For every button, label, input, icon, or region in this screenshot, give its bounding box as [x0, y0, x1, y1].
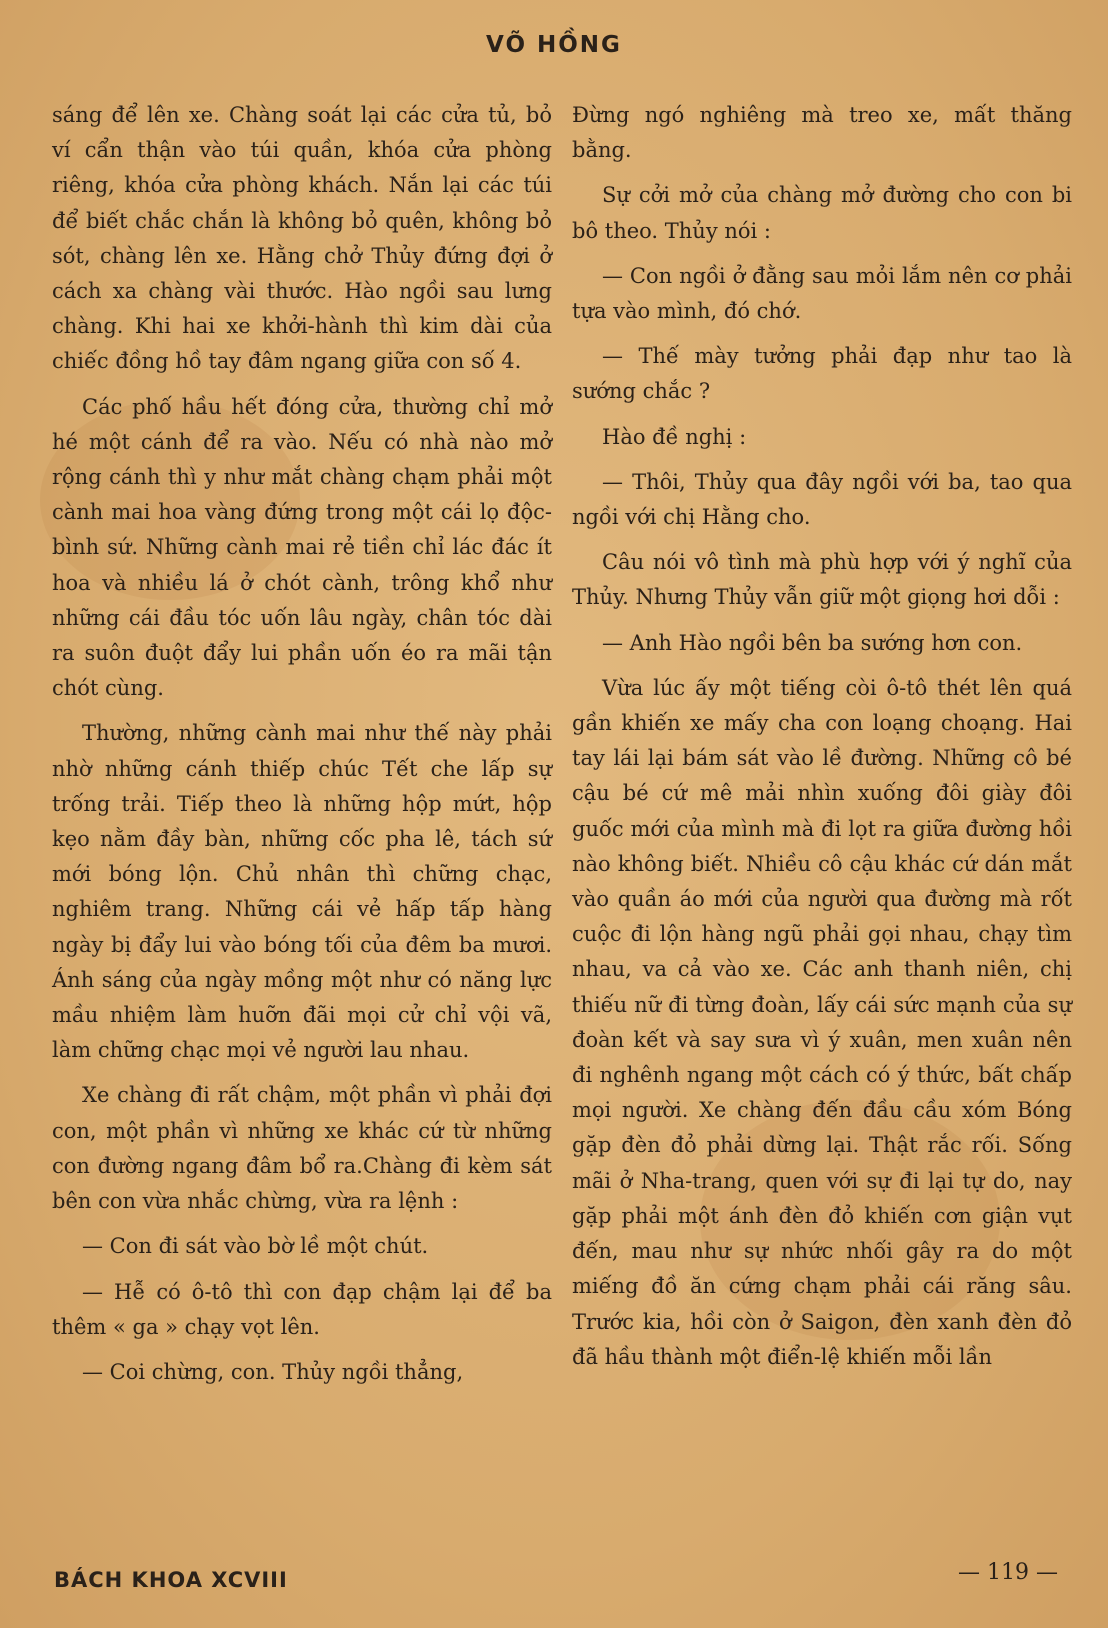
paragraph: — Con đi sát vào bờ lề một chút. — [82, 1234, 429, 1259]
paragraph: Đừng ngó nghiêng mà treo xe, mất thăng bằng. — [572, 103, 1072, 163]
paragraph: — Hễ có ô-tô thì con đạp chậm lại để ba thêm « ga » chạy vọt lên. — [52, 1279, 552, 1339]
left-text-column — [52, 98, 552, 1390]
paragraph: Thường, những cành mai như thế này phải nhờ những cánh thiếp chúc Tết che lấp sự trống trải. Tiếp theo là những hộp mứt, hộp kẹo nằm đầy bàn, những cốc pha lê, tách sứ mới bóng lộn. Chủ nhân thì chững chạc, nghiêm trang. Những cái vẻ hấp tấp hàng ngày bị đẩy lui vào bóng tối của đêm ba mươi. Ánh sáng của ngày mồng một như có năng lực mầu nhiệm làm huỡn đãi mọi cử chỉ vội vã, làm chững chạc mọi vẻ người lau nhau. — [52, 721, 552, 1063]
right-text-column — [572, 98, 1072, 1375]
journal-footer: BÁCH KHOA XCVIII — [54, 1568, 288, 1592]
running-header-author: VÕ HỒNG — [486, 32, 622, 58]
paragraph: — Anh Hào ngồi bên ba sướng hơn con. — [602, 630, 1023, 655]
paragraph: Hào đề nghị : — [602, 424, 747, 449]
paragraph: Sự cởi mở của chàng mở đường cho con bi bô theo. Thủy nói : — [572, 183, 1072, 243]
paragraph: Câu nói vô tình mà phù hợp với ý nghĩ của Thủy. Nhưng Thủy vẫn giữ một giọng hơi dỗi : — [572, 550, 1072, 610]
paragraph: Các phố hầu hết đóng cửa, thường chỉ mở hé một cánh để ra vào. Nếu có nhà nào mở rộng cánh thì y như mắt chàng chạm phải một cành mai hoa vàng đứng trong một cái lọ độc-bình sứ. Những cành mai rẻ tiền chỉ lác đác ít hoa và nhiều lá ở chót cành, trông khổ như những cái đầu tóc uốn lâu ngày, chân tóc dài ra suôn đuột đẩy lui phần uốn éo ra mãi tận chót cùng. — [52, 394, 552, 701]
paragraph: — Thôi, Thủy qua đây ngồi với ba, tao qua ngồi với chị Hằng cho. — [572, 469, 1072, 530]
page-number: — 119 — — [958, 1560, 1058, 1585]
paragraph: Xe chàng đi rất chậm, một phần vì phải đợi con, một phần vì những xe khác cứ từ những con đường ngang đâm bổ ra.Chàng đi kèm sát bên con vừa nhắc chừng, vừa ra lệnh : — [52, 1083, 552, 1214]
paragraph: — Thế mày tưởng phải đạp như tao là sướng chắc ? — [572, 344, 1072, 404]
paragraph: — Con ngồi ở đằng sau mỏi lắm nên cơ phải tựa vào mình, đó chớ. — [572, 263, 1072, 324]
paragraph: Vừa lúc ấy một tiếng còi ô-tô thét lên quá gần khiến xe mấy cha con loạng choạng. Hai tay lái lại bám sát vào lề đường. Những cô bé cậu bé cứ mê mải nhìn xuống đôi giày đôi guốc mới của mình mà đi lọt ra giữa đường hồi nào không biết. Nhiều cô cậu khác cứ dán mắt vào quần áo mới của người qua đường mà rốt cuộc đi lộn hàng ngũ phải gọi nhau, chạy tìm nhau, va cả vào xe. Các anh thanh niên, chị thiếu nữ đi từng đoàn, lấy cái sức mạnh của sự đoàn kết và say sưa vì ý xuân, men xuân nên đi nghênh ngang một cách có ý thức, bất chấp mọi người. Xe chàng đến đầu cầu xóm Bóng gặp đèn đỏ phải dừng lại. Thật rắc rối. Sống mãi ở Nha-trang, quen với sự đi lại tự do, nay gặp phải một ánh đèn đỏ khiến cơn giận vụt đến, mau như sự nhức nhối gây ra do một miếng đồ ăn cứng chạm phải cái răng sâu. Trước kia, hồi còn ở Saigon, đèn xanh đèn đỏ đã hầu thành một điển-lệ khiến mỗi lần — [572, 675, 1072, 1369]
paragraph: — Coi chừng, con. Thủy ngồi thẳng, — [82, 1359, 464, 1384]
paragraph: sáng để lên xe. Chàng soát lại các cửa tủ, bỏ ví cẩn thận vào túi quần, khóa cửa phòng riêng, khóa cửa phòng khách. Nắn lại các túi để biết chắc chắn là không bỏ quên, không bỏ sót, chàng lên xe. Hằng chở Thủy đứng đợi ở cách xa chàng vài thước. Hào ngồi sau lưng chàng. Khi hai xe khởi-hành thì kim dài của chiếc đồng hồ tay đâm ngang giữa con số 4. — [52, 103, 552, 374]
